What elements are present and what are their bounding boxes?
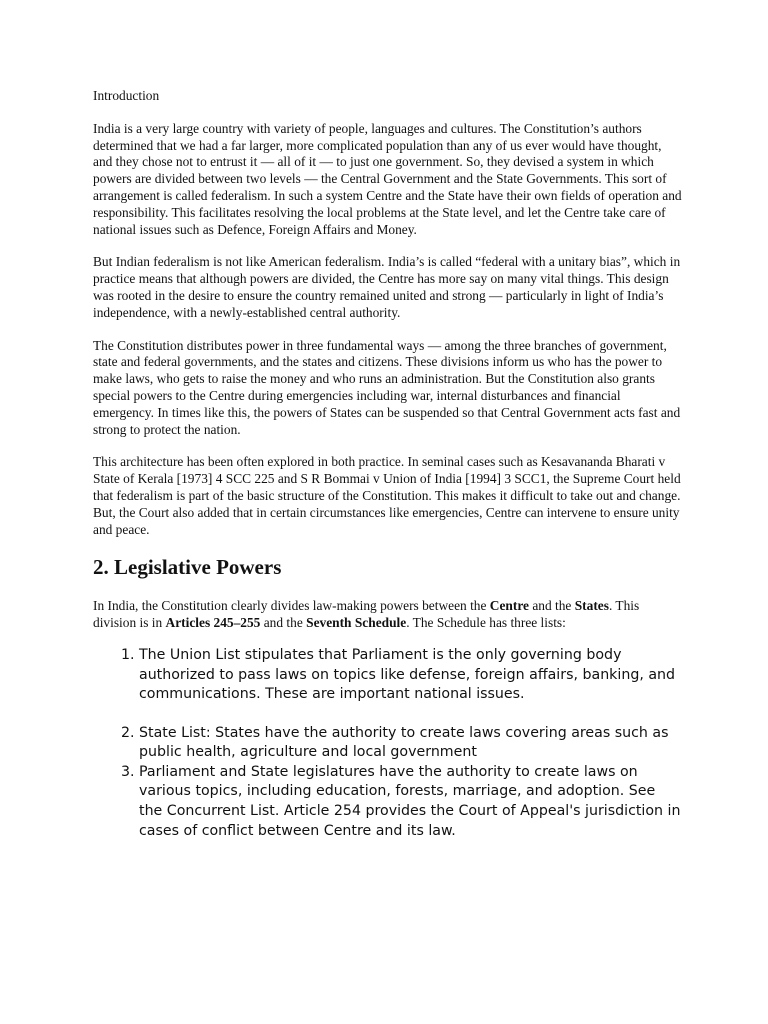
lead-bold-centre: Centre <box>489 598 529 614</box>
lead-text-1: In India, the Constitution clearly divides law-making powers between the <box>93 598 490 614</box>
lead-bold-seventh-schedule: Seventh Schedule <box>306 615 407 631</box>
list-item-union-list: 1. The Union List stipulates that Parliament is the only governing body authorized to pass laws on topics like defense, foreign affairs, banking, and communications. These are important national issues. <box>139 646 683 705</box>
lists-ordered-list <box>93 646 683 841</box>
intro-paragraph-3: The Constitution distributes power in three fundamental ways — among the three branches of government, state and federal governments, and the states and citizens. These divisions inform us who has the power to make laws, who gets to raise the money and who runs an administration. But the Constitution also grants special powers to the Centre during emergencies including war, internal disturbances and financial emergency. In times like this, the powers of States can be suspended so that Central Government acts fast and strong to protect the nation. <box>93 337 681 437</box>
list-item-state-list: 2. State List: States have the authority to create laws covering areas such as public health, agriculture and local government <box>139 724 683 763</box>
lead-text-3: . This division is in <box>93 598 640 631</box>
intro-paragraph-1: India is a very large country with variety of people, languages and cultures. The Constitution’s authors determined that we had a far larger, more complicated population than any of us ever would have thought, and they chose not to entrust it — all of it — to just one government. So, they devised a system in which powers are divided between two levels — the Central Government and the State Governments. This sort of arrangement is called federalism. In such a system Centre and the State have their own fields of operation and responsibility. This facilitates resolving the local problems at the State level, and let the Centre take care of national issues such as Defence, Foreign Affairs and Money. <box>93 120 682 237</box>
lead-text-4: and the <box>260 615 307 631</box>
section-heading-legislative-powers: 2. Legislative Powers <box>93 555 282 580</box>
section-lead-paragraph <box>93 598 683 632</box>
document-page <box>93 88 683 841</box>
lead-bold-articles: Articles 245–255 <box>165 615 261 631</box>
lead-text-5: . The Schedule has three lists: <box>406 615 566 631</box>
lead-bold-states: States <box>574 598 609 614</box>
intro-paragraph-2: But Indian federalism is not like American federalism. India’s is called “federal with a unitary bias”, which in practice means that although powers are divided, the Centre has more say on many vital things. This design was rooted in the desire to ensure the country remained united and strong — particularly in light of India’s independence, with a newly-established central authority. <box>93 254 681 320</box>
list-item-concurrent-list: 3. Parliament and State legislatures have the authority to create laws on various topics, including education, forests, marriage, and adoption. See the Concurrent List. Article 254 provides the Court of Appeal's jurisdiction in cases of conflict between Centre and its law. <box>139 763 683 841</box>
lead-text-2: and the <box>528 598 575 614</box>
intro-heading: Introduction <box>93 88 160 103</box>
intro-paragraph-4: This architecture has been often explored in both practice. In seminal cases such as Kesavananda Bharati v State of Kerala [1973] 4 SCC 225 and S R Bommai v Union of India [1994] 3 SCC1, the Supreme Court held that federalism is part of the basic structure of the Constitution. This makes it difficult to take out and change. But, the Court also added that in certain circumstances like emergencies, Centre can intervene to ensure unity and peace. <box>93 454 681 537</box>
